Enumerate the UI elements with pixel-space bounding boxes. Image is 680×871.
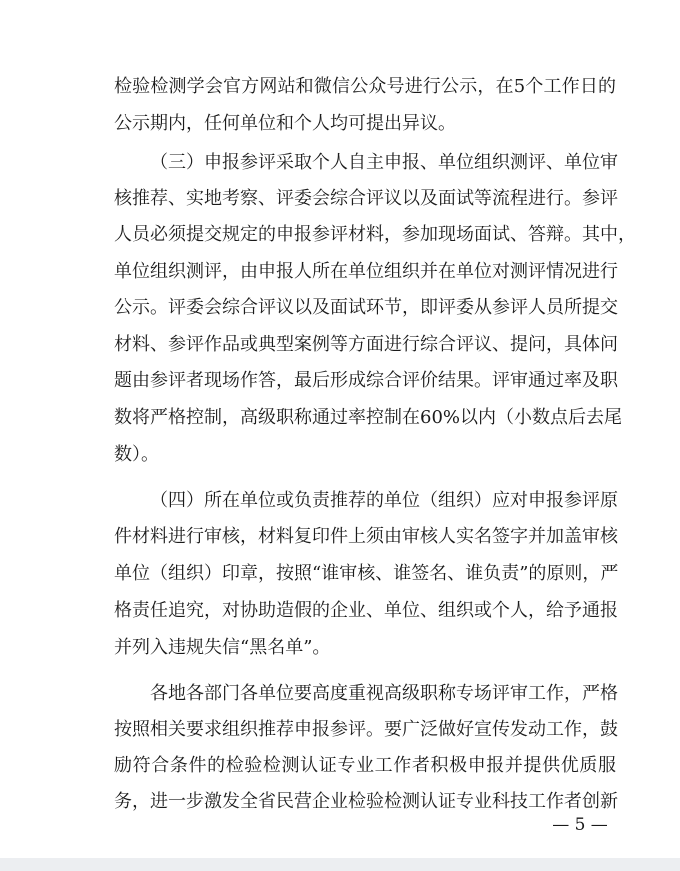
- text-line-13: 件材料进行审核，材料复印件上须由审核人实名签字并加盖审核: [114, 526, 618, 547]
- text-line-4: 核推荐、实地考察、评委会综合评议以及面试等流程进行。参评: [114, 188, 618, 209]
- text-line-15: 格责任追究，对协助造假的企业、单位、组织或个人，给予通报: [114, 600, 618, 621]
- text-line-12: （四）所在单位或负责推荐的单位（组织）应对申报参评原: [150, 490, 618, 511]
- text-line-1: 检验检测学会官方网站和微信公众号进行公示，在5个工作日的: [114, 76, 616, 97]
- text-line-11: 数）。: [114, 444, 159, 465]
- text-line-10: 数将严格控制，高级职称通过率控制在60%以内（小数点后去尾: [114, 407, 623, 428]
- viewer-bottom-bar: [0, 858, 680, 871]
- page-number: — 5 —: [552, 815, 608, 835]
- text-line-9: 题由参评者现场作答，最后形成综合评价结果。评审通过率及职: [114, 370, 618, 391]
- text-line-7: 公示。评委会综合评议以及面试环节，即评委从参评人员所提交: [114, 297, 618, 318]
- text-line-5: 人员必须提交规定的申报参评材料，参加现场面试、答辩。其中，: [114, 224, 636, 245]
- text-line-8: 材料、参评作品或典型案例等方面进行综合评议、提问，具体问: [114, 334, 618, 355]
- text-line-19: 励符合条件的检验检测认证专业工作者积极申报并提供优质服: [114, 755, 616, 776]
- text-line-20: 务，进一步激发全省民营企业检验检测认证专业科技工作者创新: [114, 791, 618, 812]
- text-line-2: 公示期内，任何单位和个人均可提出异议。: [114, 113, 456, 134]
- text-line-14: 单位（组织）印章，按照“谁审核、谁签名、谁负责”的原则，严: [114, 563, 619, 584]
- text-line-16: 并列入违规失信“黑名单”。: [114, 637, 331, 658]
- text-line-3: （三）申报参评采取个人自主申报、单位组织测评、单位审: [150, 152, 618, 173]
- text-line-18: 按照相关要求组织推荐申报参评。要广泛做好宣传发动工作，鼓: [114, 719, 618, 740]
- text-line-17: 各地各部门各单位要高度重视高级职称专场评审工作，严格: [150, 683, 618, 704]
- text-line-6: 单位组织测评，由申报人所在单位组织并在单位对测评情况进行: [114, 261, 618, 282]
